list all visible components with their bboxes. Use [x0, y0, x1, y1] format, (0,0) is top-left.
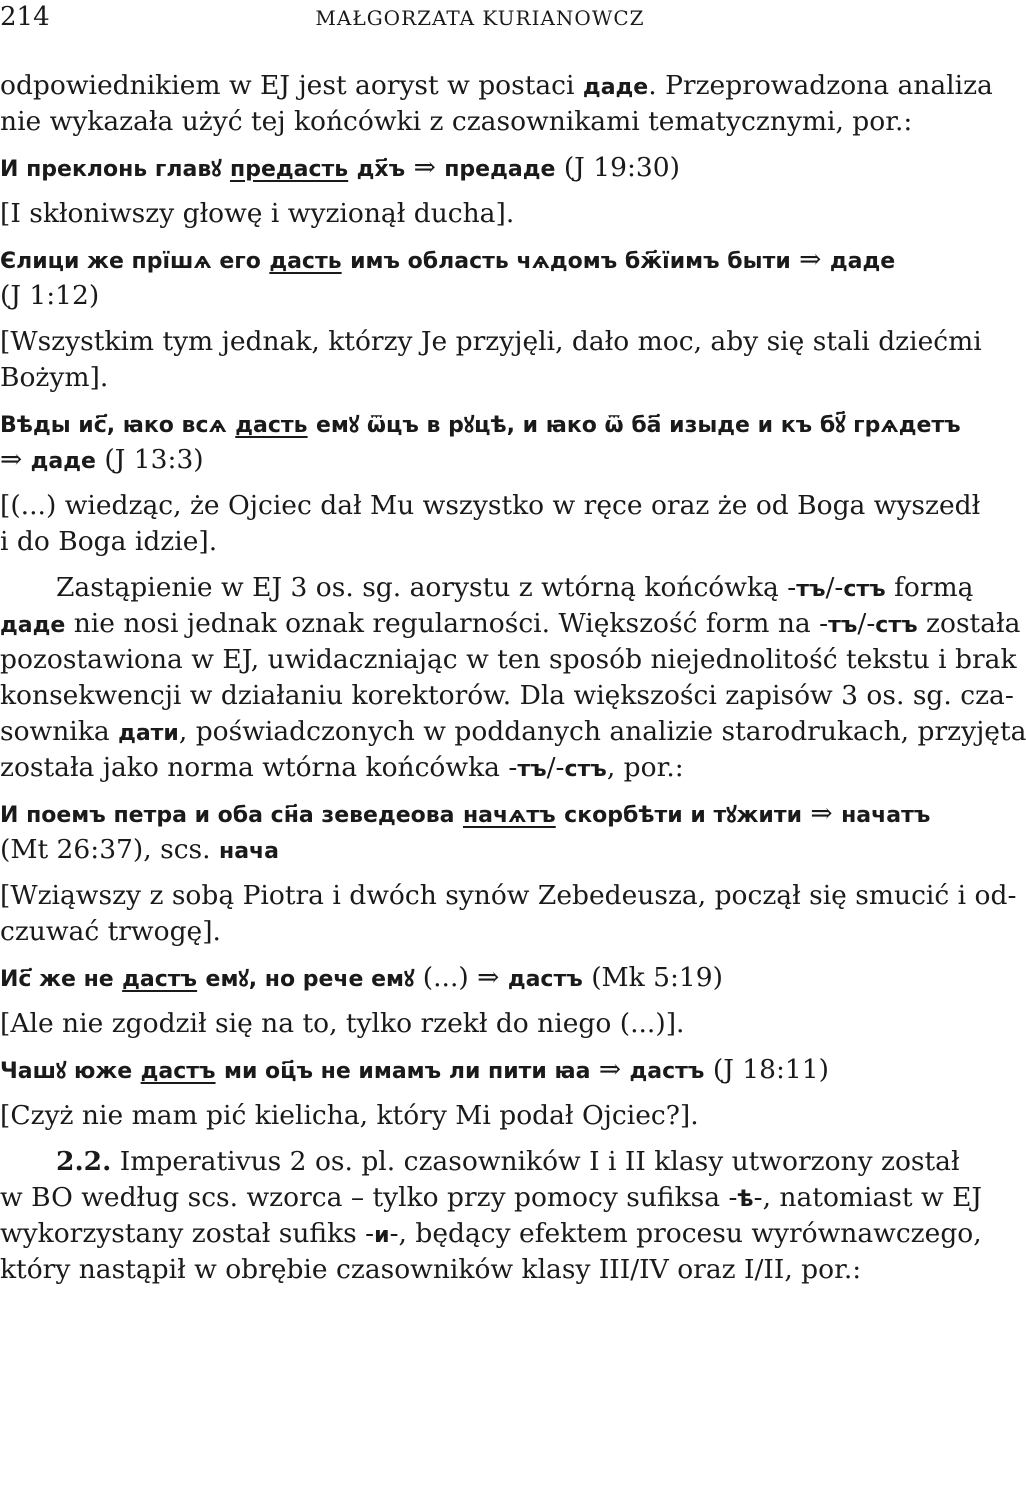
text-span: , poświadczonych w poddanych analizie starodrukach, przyjęta: [178, 716, 1026, 747]
bible-reference: (J 19:30): [563, 152, 680, 183]
text-span: [Wziąwszy z sobą Piotra i dwóch synów Zebedeusza, począł się smucić i od-: [0, 880, 1017, 911]
church-slavonic-word: даде: [582, 75, 649, 100]
text-span: -, będący efektem procesu wyrównawczego,: [389, 1218, 982, 1249]
arrow-symbol: ⇒: [598, 1054, 622, 1085]
text-span: sownika: [0, 716, 119, 747]
text-span: , por.:: [606, 752, 684, 783]
text-span: i do Boga idzie].: [0, 526, 218, 557]
translation-line: [0, 880, 1017, 912]
church-slavonic-text: Єлици же прїшѧ его: [0, 249, 261, 274]
text-span: Imperativus 2 os. pl. czasowników I i II klasy utworzony został: [111, 1146, 960, 1177]
translation-line: [0, 490, 981, 522]
paragraph-line: [0, 1254, 960, 1286]
page-number: 214: [0, 2, 50, 32]
arrow-symbol: ⇒: [810, 798, 833, 829]
text-span: została jako norma wtórna końcówka -: [0, 752, 518, 783]
text-span: w BO według scs. wzorca – tylko przy pomocy sufiksa -: [0, 1182, 738, 1213]
translation-line: [0, 1100, 960, 1132]
running-title: MAŁGORZATA KURIANOWCZ: [315, 6, 645, 30]
paragraph-line: [0, 680, 1014, 712]
arrow-symbol: ⇒: [799, 244, 822, 275]
target-form: дастъ: [507, 967, 583, 992]
paragraph-line: [56, 1146, 960, 1178]
text-span: została: [917, 608, 1021, 639]
quote-line: [0, 152, 960, 186]
underlined-form: предасть: [230, 157, 349, 182]
church-slavonic-text: имъ область чѧдомъ бж҃їимъ быти: [350, 249, 791, 274]
text-span: [I skłoniwszy głowę i wyzionął ducha].: [0, 198, 515, 229]
church-slavonic-text: скорбѣти и тꙋжити: [564, 803, 802, 828]
text-span: (...): [422, 962, 469, 993]
text-span: nie wykazała użyć tej końcówki z czasownikami tematycznymi, por.:: [0, 106, 913, 137]
church-slavonic-word: и: [374, 1223, 390, 1248]
text-line: [0, 280, 960, 312]
text-span: który nastąpił w obrębie czasowników klasy III/IV oraz I/II, por.:: [0, 1254, 862, 1285]
arrow-symbol: ⇒: [477, 962, 500, 993]
paragraph-line: [0, 752, 960, 786]
translation-line: [0, 326, 982, 358]
underlined-form: начѧтъ: [462, 803, 556, 828]
church-slavonic-text: емꙋ, но рече емꙋ: [205, 967, 415, 992]
paragraph-line: [56, 572, 974, 606]
church-slavonic-word: тъ: [828, 613, 858, 638]
paragraph-line: [0, 608, 1021, 642]
church-slavonic-word: стъ: [564, 757, 607, 782]
target-form: даде: [30, 449, 96, 474]
church-slavonic-text: И преклонь главꙋ: [0, 157, 222, 182]
church-slavonic-word: даде: [0, 613, 66, 638]
text-span: odpowiednikiem w EJ jest aoryst w postaci: [0, 70, 575, 101]
text-span: czuwać trwogę].: [0, 916, 221, 947]
quote-line: [0, 1054, 960, 1088]
underlined-form: дасть: [269, 249, 342, 274]
bible-reference: (J 1:12): [0, 280, 100, 311]
bible-reference: (J 13:3): [104, 444, 204, 475]
church-slavonic-text: дх҃ъ: [356, 157, 406, 182]
text-span: [Ale nie zgodził się na to, tylko rzekł do niego (...)].: [0, 1008, 685, 1039]
text-span: [(...) wiedząc, że Ojciec dał Mu wszystko w ręce oraz że od Boga wyszedł: [0, 490, 981, 521]
translation-line: [0, 1008, 960, 1040]
text-span: (Mt 26:37), scs.: [0, 834, 219, 865]
page-header: [0, 2, 960, 36]
church-slavonic-text: емꙋ ѿцъ в рꙋцѣ, и ꙗко ѿ ба҃ изыде и къ бꙋ҃ грѧдетъ: [316, 413, 961, 438]
text-span: /-: [546, 752, 565, 783]
text-span: [Wszystkim tym jednak, którzy Je przyjęli, dało moc, aby się stali dziećmi: [0, 326, 982, 357]
quote-line: [0, 798, 960, 832]
church-slavonic-text: ми оц҃ъ не имамъ ли пити ꙗа: [223, 1059, 591, 1084]
church-slavonic-word: тъ: [517, 757, 547, 782]
church-slavonic-text: Вѣды ис҃, ꙗко всѧ: [0, 413, 227, 438]
text-span: Bożym].: [0, 362, 109, 393]
text-line: [0, 70, 993, 104]
underlined-form: дасть: [235, 413, 308, 438]
church-slavonic-text: Чашꙋ юже: [0, 1059, 133, 1084]
paragraph-line: [0, 1182, 983, 1216]
paragraph-line: [0, 1218, 982, 1252]
text-span: Zastąpienie w EJ 3 os. sg. aorystu z wtórną końcówką -: [56, 572, 797, 603]
quote-line: [0, 834, 960, 868]
target-form: начатъ: [841, 803, 931, 828]
section-number: 2.2.: [56, 1146, 112, 1177]
text-span: [Czyż nie mam pić kielicha, który Mi podał Ojciec?].: [0, 1100, 699, 1131]
church-slavonic-word: стъ: [843, 577, 886, 602]
quote-line: [0, 408, 960, 442]
church-slavonic-word: дати: [118, 721, 179, 746]
underlined-form: дастъ: [140, 1059, 216, 1084]
quote-line: [0, 444, 960, 478]
arrow-symbol: ⇒: [413, 152, 436, 183]
text-span: nie nosi jednak oznak regularności. Większość form na -: [65, 608, 829, 639]
target-form: дастъ: [629, 1059, 705, 1084]
translation-line: [0, 526, 960, 558]
church-slavonic-text: И поемъ петра и оба сн҃а зеведеова: [0, 803, 455, 828]
bible-reference: (Mk 5:19): [591, 962, 723, 993]
translation-line: [0, 916, 960, 948]
text-span: pozostawiona w EJ, uwidaczniając w ten sposób niejednolitość tekstu i brak: [0, 644, 1017, 675]
text-span: -, natomiast w EJ: [753, 1182, 983, 1213]
text-span: wykorzystany został sufiks -: [0, 1218, 375, 1249]
target-form: даде: [829, 249, 896, 274]
paragraph-line: [0, 644, 1017, 676]
church-slavonic-word: нача: [219, 839, 279, 864]
quote-line: [0, 244, 960, 278]
church-slavonic-word: стъ: [875, 613, 918, 638]
text-span: /-: [857, 608, 876, 639]
underlined-form: дастъ: [122, 967, 198, 992]
arrow-symbol: ⇒: [0, 444, 23, 475]
target-form: предаде: [444, 157, 556, 182]
church-slavonic-text: Ис҃ же не: [0, 967, 114, 992]
text-line: [0, 106, 960, 138]
church-slavonic-word: ѣ: [737, 1187, 754, 1212]
quote-line: [0, 962, 960, 996]
text-span: . Przeprowadzona analiza: [648, 70, 993, 101]
text-span: konsekwencji w działaniu korektorów. Dla większości zapisów 3 os. sg. cza-: [0, 680, 1014, 711]
text-span: /-: [825, 572, 844, 603]
text-span: formą: [885, 572, 974, 603]
bible-reference: (J 18:11): [712, 1054, 829, 1085]
translation-line: [0, 198, 960, 230]
paragraph-line: [0, 716, 1026, 750]
church-slavonic-word: тъ: [796, 577, 826, 602]
translation-line: [0, 362, 960, 394]
